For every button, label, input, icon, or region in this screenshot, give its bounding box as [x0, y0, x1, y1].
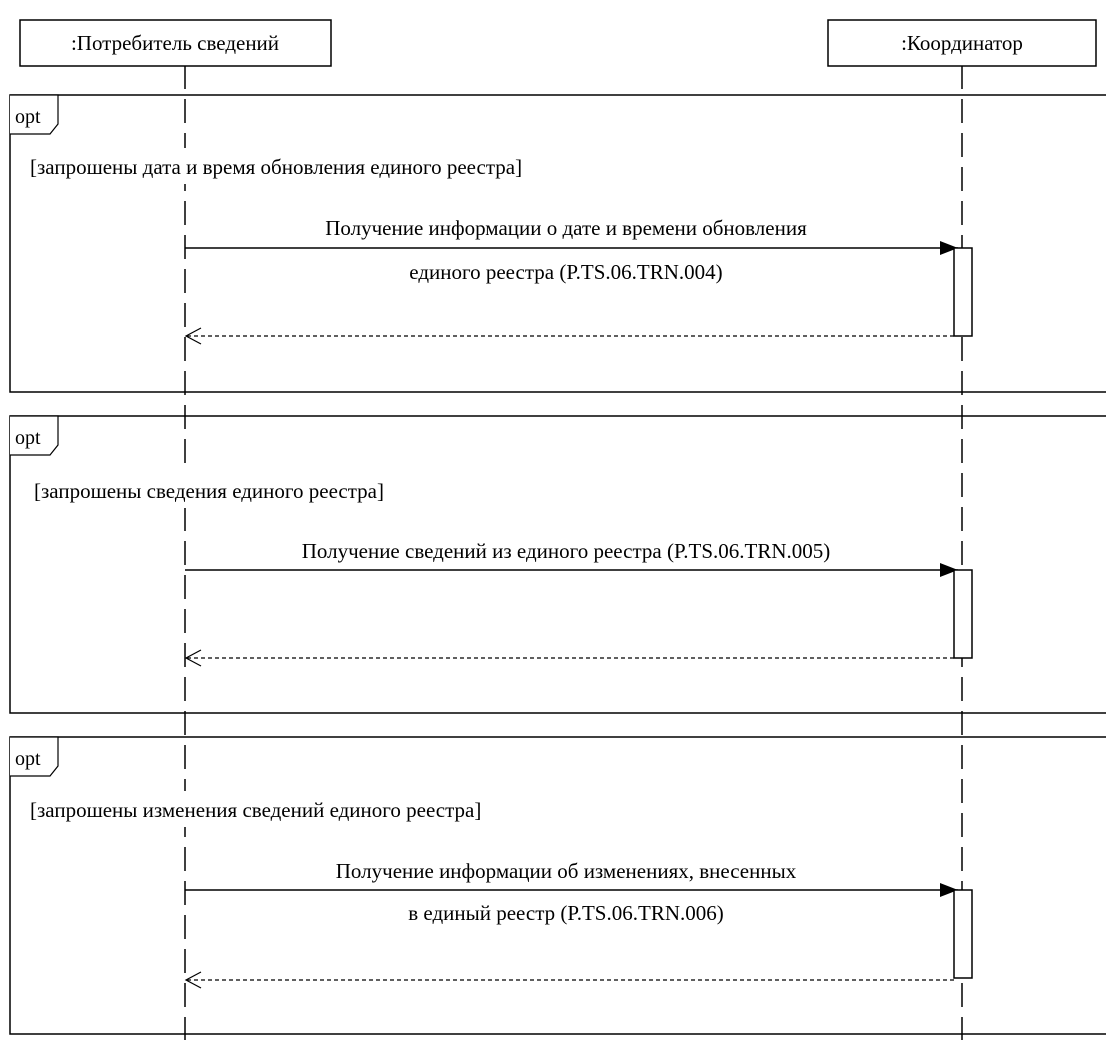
- message-label-line-2: единого реестра (P.TS.06.TRN.004): [409, 260, 723, 284]
- opt-operator-label: opt: [15, 748, 41, 770]
- participant-consumer-label: :Потребитель сведений: [70, 31, 280, 55]
- message-label-line-1: Получение сведений из единого реестра (P.TS.06.TRN.005): [301, 539, 831, 563]
- activation-bar: [954, 248, 972, 336]
- activation-bar: [954, 570, 972, 658]
- message-label-line-2: в единый реестр (P.TS.06.TRN.006): [408, 901, 724, 925]
- opt-fragment-1: [10, 95, 1106, 392]
- guard-condition: [запрошены сведения единого реестра]: [34, 479, 384, 503]
- guard-condition: [запрошены изменения сведений единого реестра]: [30, 798, 482, 822]
- opt-fragment-3: [10, 737, 1106, 1034]
- participant-coordinator: [828, 20, 1096, 66]
- opt-fragment-2: [10, 416, 1106, 713]
- message-label-line-1: Получение информации о дате и времени обновления: [325, 216, 807, 240]
- message-label-line-1: Получение информации об изменениях, внесенных: [335, 859, 797, 883]
- activation-bar: [954, 890, 972, 978]
- opt-operator-label: opt: [15, 106, 41, 128]
- opt-operator-label: opt: [15, 427, 41, 449]
- participant-consumer: [20, 20, 331, 66]
- participant-coordinator-label: :Координатор: [901, 31, 1023, 55]
- guard-condition: [запрошены дата и время обновления единого реестра]: [30, 155, 523, 179]
